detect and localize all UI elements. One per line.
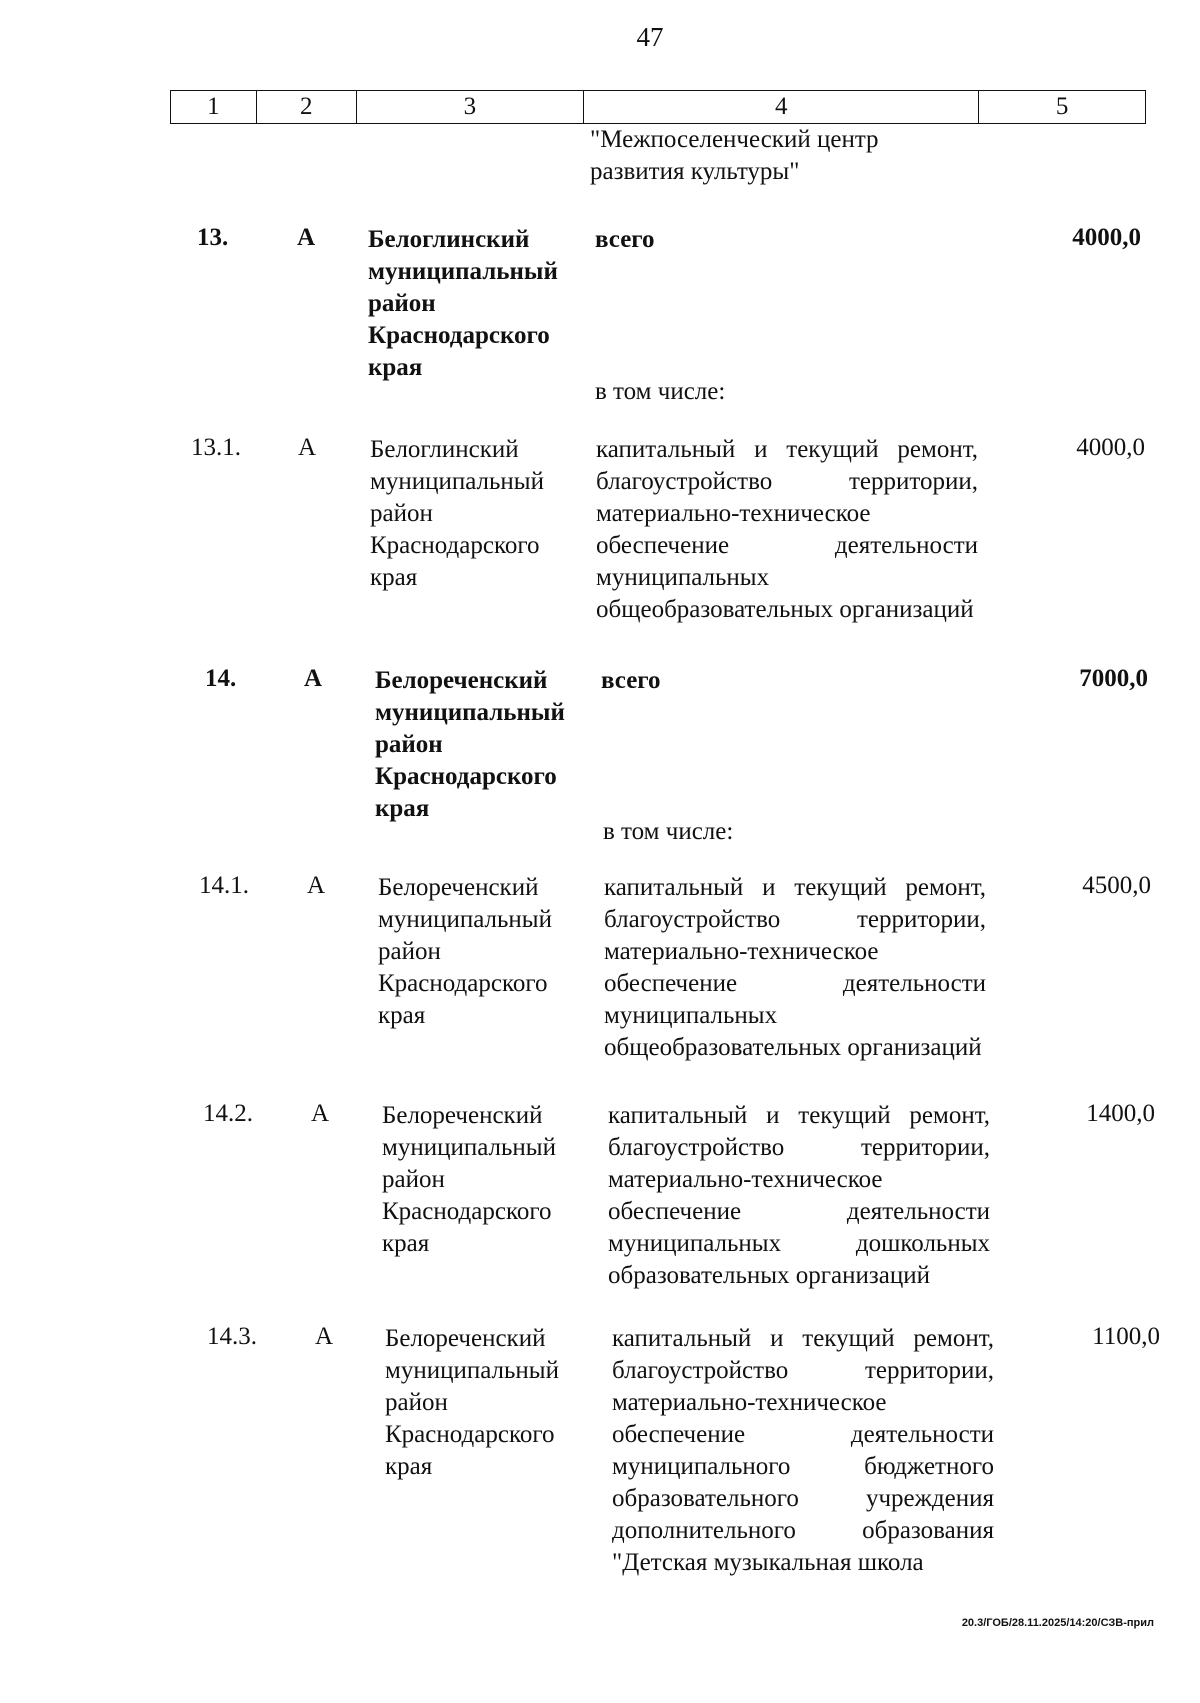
row-letter: А	[298, 434, 317, 461]
row-municipality: Белореченский муниципальный район Краснодарского края	[382, 1102, 556, 1257]
row-letter: А	[304, 665, 323, 692]
document-code: 20.3/ГОБ/28.11.2025/14:20/СЗВ-прил	[961, 1617, 1154, 1629]
row-amount: 1400,0	[1086, 1100, 1155, 1127]
row-letter: А	[311, 1100, 330, 1127]
row-number: 14.	[205, 665, 237, 692]
row-number: 14.3.	[207, 1323, 257, 1350]
row-number: 13.1.	[191, 434, 241, 461]
row-description: капитальный и текущий ремонт, благоустройство территории, материально-техническое обеспечение деятельности муниципального бюджетного образовательного учреждения дополнительного образования "Детская музыкальная школа	[612, 1325, 994, 1576]
row-municipality: Белоглинский муниципальный район Краснодарского края	[370, 436, 544, 591]
column-number-header	[170, 90, 1146, 124]
including-label: в том числе:	[595, 378, 726, 405]
row-description: всего	[595, 226, 655, 253]
header-col-3: 3	[357, 91, 585, 123]
header-col-5: 5	[1055, 93, 1069, 120]
row-municipality: Белореченский муниципальный район Краснодарского края	[378, 874, 552, 1029]
continuation-text: "Межпоселенческий центр развития культуры"	[590, 126, 879, 185]
row-description: всего	[601, 667, 661, 694]
row-amount: 4000,0	[1072, 224, 1141, 251]
row-number: 13.	[197, 224, 229, 251]
header-col-4: 4	[584, 91, 979, 123]
row-description: капитальный и текущий ремонт, благоустройство территории, материально-техническое обеспечение деятельности муниципальных общеобразовательных организаций	[604, 874, 986, 1061]
row-letter: А	[307, 872, 326, 899]
row-amount: 4000,0	[1076, 434, 1145, 461]
page-number: 47	[636, 22, 664, 52]
header-col-2: 2	[257, 91, 357, 123]
row-letter: А	[315, 1323, 334, 1350]
header-col-1: 1	[171, 91, 257, 123]
row-municipality: Белоглинский муниципальный район Краснодарского края	[368, 226, 558, 381]
row-municipality: Белореченский муниципальный район Краснодарского края	[385, 1325, 559, 1480]
row-amount: 1100,0	[1092, 1323, 1160, 1350]
including-label: в том числе:	[603, 818, 734, 845]
row-amount: 7000,0	[1079, 665, 1148, 692]
row-number: 14.1.	[199, 872, 249, 899]
row-municipality: Белореченский муниципальный район Краснодарского края	[375, 667, 565, 822]
row-description: капитальный и текущий ремонт, благоустройство территории, материально-техническое обеспечение деятельности муниципальных общеобразовательных организаций	[596, 436, 978, 623]
row-number: 14.2.	[203, 1100, 253, 1127]
row-letter: А	[297, 224, 316, 251]
row-amount: 4500,0	[1082, 872, 1151, 899]
row-description: капитальный и текущий ремонт, благоустройство территории, материально-техническое обеспечение деятельности муниципальных дошкольных образовательных организаций	[608, 1102, 990, 1289]
